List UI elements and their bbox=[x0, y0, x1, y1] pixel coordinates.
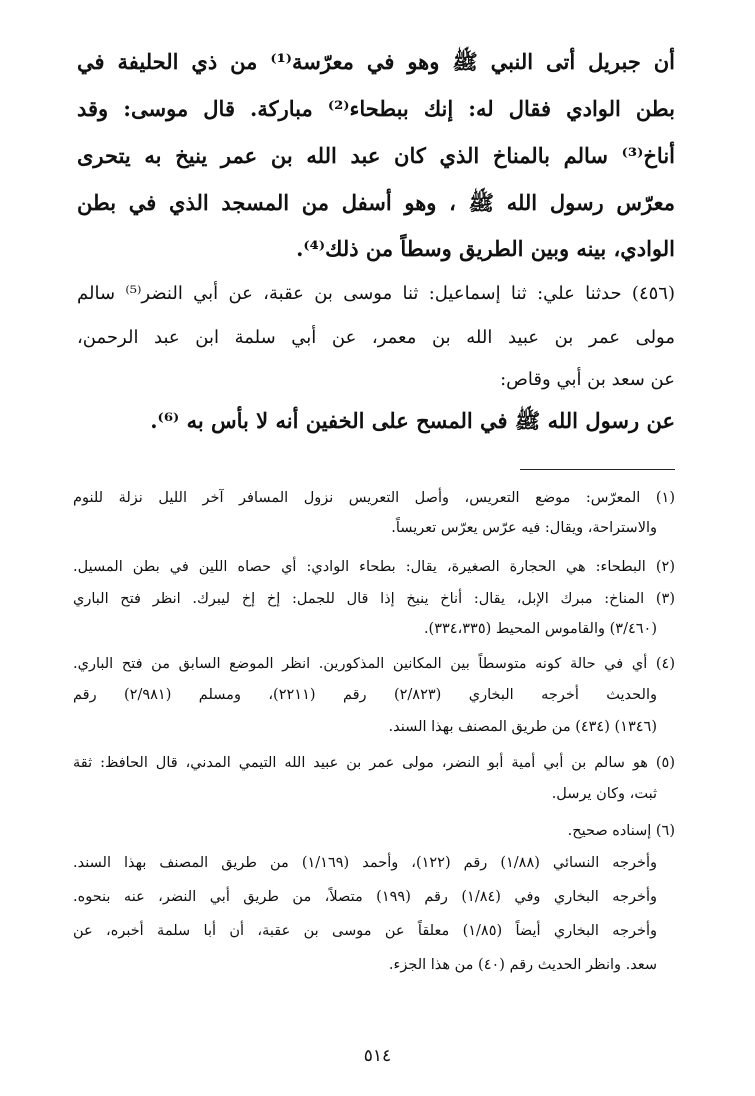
footnote-line: (٣) المناخ: مبرك الإبل، يقال: أناخ ينيخ إذا قال للجمل: إخ إخ ليبرك. انظر فتح الباري bbox=[73, 591, 675, 607]
footnote-line: والاستراحة، ويقال: فيه عرّس يعرّس تعريساً. bbox=[391, 520, 657, 536]
hadith-bold-line: عن رسول الله ﷺ في المسح على الخفين أنه لا بأس به ⁽⁶⁾. bbox=[150, 408, 675, 433]
footnote-line: وأخرجه البخاري أيضاً (١/٨٥) معلقاً عن موسى بن عقبة، أن أبا سلمة أخبره، عن bbox=[73, 923, 657, 939]
footnote-line: وأخرجه البخاري وفي (١/٨٤) رقم (١٩٩) متصلاً، من طريق أبي النضر، عنه بنحوه. bbox=[73, 889, 657, 905]
footnote-line: (٤) أي في حالة كونه متوسطاً بين المكانين المذكورين. انظر الموضع السابق من فتح الباري. bbox=[73, 656, 675, 672]
footnote-separator bbox=[520, 469, 675, 470]
hadith-line-1: (٤٥٦) حدثنا علي: ثنا إسماعيل: ثنا موسى بن عقبة، عن أبي النضر⁽⁵⁾ سالم bbox=[77, 283, 675, 304]
footnote-line: (١٣٤٦) (٤٣٤) من طريق المصنف بهذا السند. bbox=[388, 719, 657, 735]
footnote-line: ثبت، وكان يرسل. bbox=[551, 786, 657, 802]
footnote-line: (١) المعرّس: موضع التعريس، وأصل التعريس نزول المسافر آخر الليل نزلة للنوم bbox=[73, 490, 675, 506]
main-text-line-2: بطن الوادي فقال له: إنك ببطحاء⁽²⁾ مباركة. قال موسى: وقد bbox=[77, 96, 675, 121]
main-text-line-3: أناخ⁽³⁾ سالم بالمناخ الذي كان عبد الله بن عمر ينيخ به يتحرى bbox=[77, 143, 675, 168]
footnote-line: (٣/٤٦٠) والقاموس المحيط (٣٣٤،٣٣٥). bbox=[423, 621, 657, 637]
main-text-line-1: أن جبريل أتى النبي ﷺ وهو في معرّسة⁽¹⁾ من ذي الحليفة في bbox=[77, 49, 676, 74]
hadith-line-3: عن سعد بن أبي وقاص: bbox=[500, 369, 675, 390]
footnote-line: والحديث أخرجه البخاري (٢/٨٢٣) رقم (٢٢١١)، ومسلم (٢/٩٨١) رقم bbox=[73, 687, 657, 703]
footnote-line: (٥) هو سالم بن أبي أمية أبو النضر، مولى عمر بن عبيد الله التيمي المدني، قال الحافظ: ثقة bbox=[73, 755, 675, 771]
footnote-line: (٦) إسناده صحيح. bbox=[567, 823, 675, 839]
footnote-line: (٢) البطحاء: هي الحجارة الصغيرة، يقال: بطحاء الوادي: أي حصاه اللين في بطن المسيل. bbox=[73, 559, 675, 575]
main-text-line-4: معرّس رسول الله ﷺ ، وهو أسفل من المسجد الذي في بطن bbox=[77, 190, 675, 215]
footnote-line: سعد. وانظر الحديث رقم (٤٠) من هذا الجزء. bbox=[388, 957, 657, 973]
page-number: ٥١٤ bbox=[363, 1046, 392, 1066]
hadith-line-2: مولى عمر بن عبيد الله بن معمر، عن أبي سلمة ابن عبد الرحمن، bbox=[77, 327, 675, 348]
main-text-line-5: الوادي، بينه وبين الطريق وسطاً من ذلك⁽⁴⁾. bbox=[296, 236, 675, 261]
footnote-line: وأخرجه النسائي (١/٨٨) رقم (١٢٢)، وأحمد (١/١٦٩) من طريق المصنف بهذا السند. bbox=[73, 855, 658, 871]
